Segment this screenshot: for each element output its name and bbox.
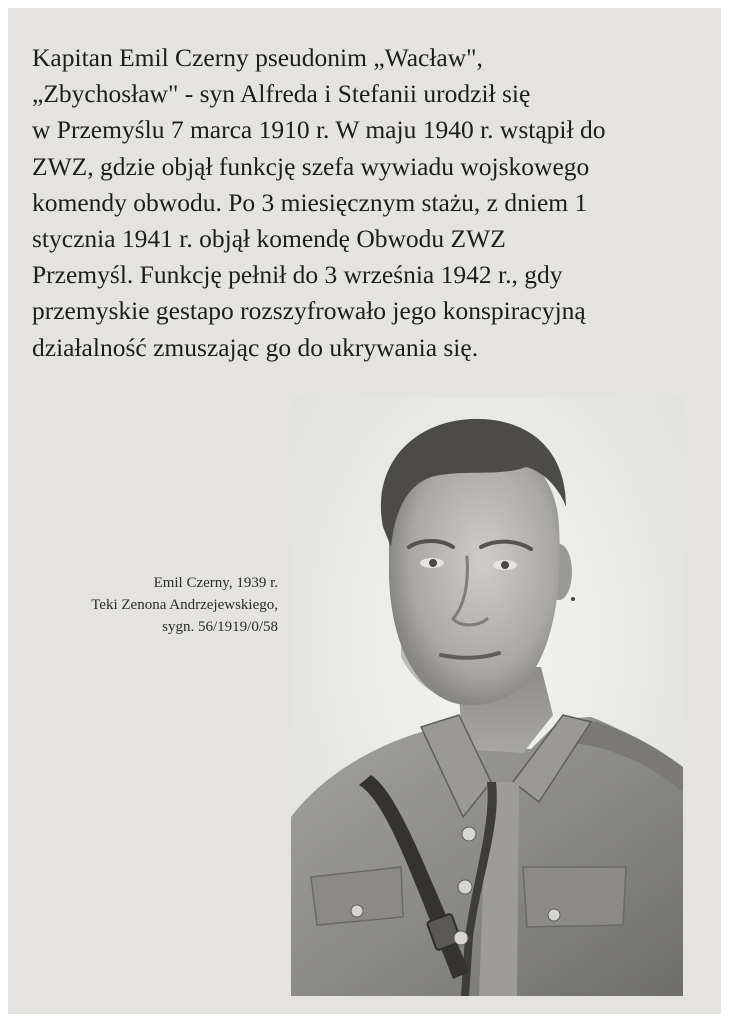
right-pocket <box>523 867 626 927</box>
jacket-button <box>458 880 472 894</box>
biography-line: „Zbychosław" - syn Alfreda i Stefanii urodził się <box>32 79 531 109</box>
pocket-button <box>351 905 363 917</box>
photo-caption <box>18 572 278 638</box>
caption-line: Emil Czerny, 1939 r. <box>153 575 278 591</box>
biography-line: Przemyśl. Funkcję pełnił do 3 września 1942 r., gdy <box>32 260 563 290</box>
left-pupil <box>429 559 437 567</box>
portrait-illustration <box>291 397 683 996</box>
document-panel <box>8 8 721 1014</box>
biography-line: komendy obwodu. Po 3 miesięcznym stażu, z dniem 1 <box>32 187 588 217</box>
pocket-button <box>548 909 560 921</box>
caption-line: Teki Zenona Andrzejewskiego, <box>91 597 278 613</box>
biography-line: w Przemyślu 7 marca 1910 r. W maju 1940 r. wstąpił do <box>32 115 606 145</box>
biography-line: Kapitan Emil Czerny pseudonim „Wacław", <box>32 43 483 72</box>
biography-line: przemyskie gestapo rozszyfrowało jego konspiracyjną <box>32 296 586 326</box>
right-pupil <box>501 561 509 569</box>
jacket-button <box>454 931 468 945</box>
biography-line: ZWZ, gdzie objął funkcję szefa wywiadu wojskowego <box>32 151 590 181</box>
biography-line: stycznia 1941 r. objął komendę Obwodu ZWZ <box>32 224 506 254</box>
caption-line: sygn. 56/1919/0/58 <box>162 619 278 635</box>
portrait-photo <box>291 397 683 996</box>
photo-spot <box>571 597 575 601</box>
jacket-button <box>462 827 476 841</box>
biography-line: działalność zmuszając go do ukrywania się. <box>32 332 479 362</box>
biography-text <box>32 40 712 366</box>
